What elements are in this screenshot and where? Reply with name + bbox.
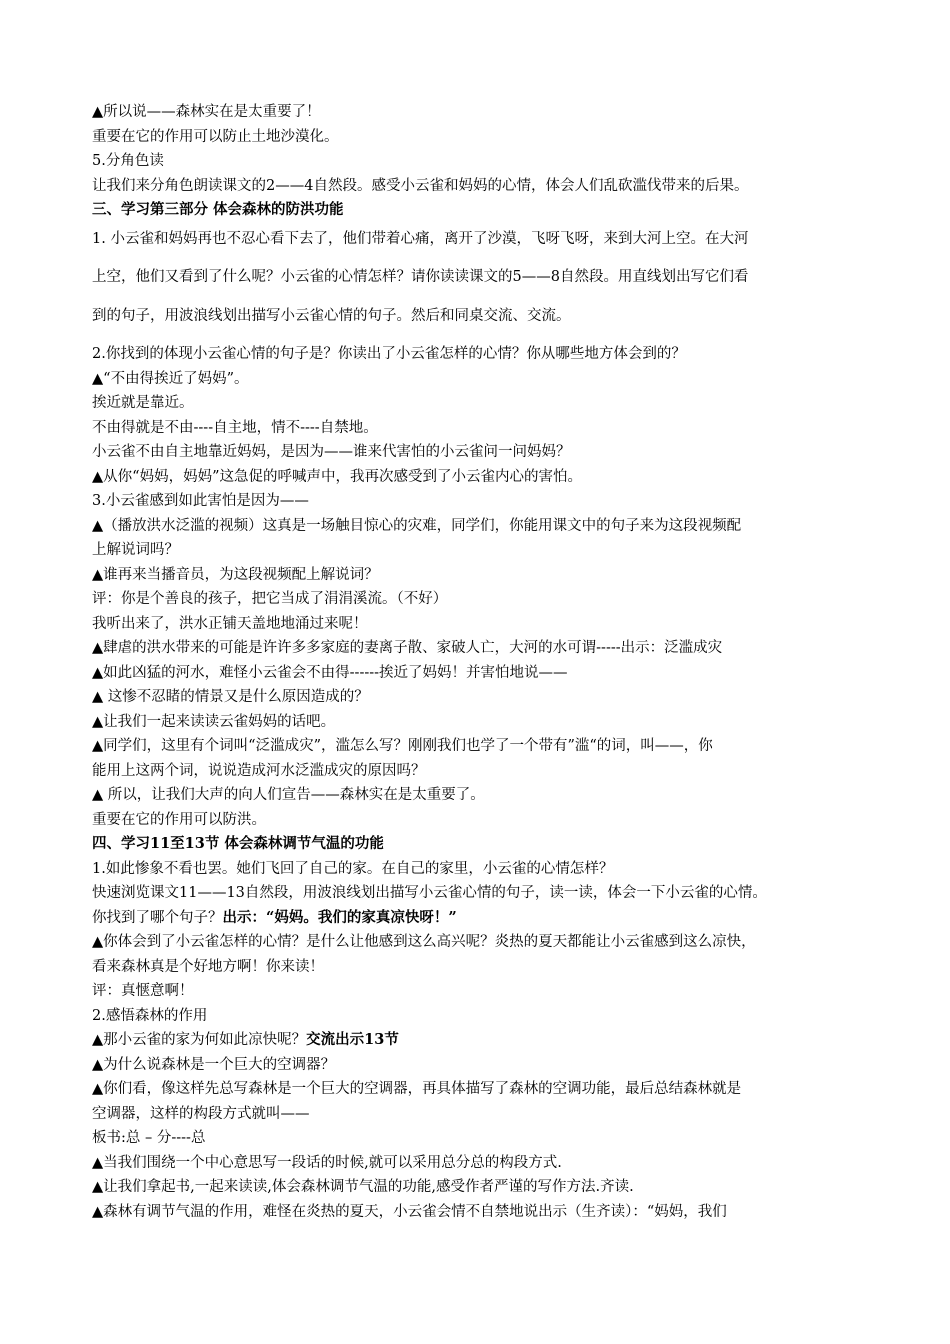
text-line: 小云雀不由自主地靠近妈妈，是因为——谁来代害怕的小云雀问一问妈妈？: [92, 444, 571, 460]
text-line: ▲如此凶猛的河水，难怪小云雀会不由得------挨近了妈妈！并害怕地说——: [92, 664, 568, 681]
text-line: 1. 小云雀和妈妈再也不忍心看下去了，他们带着心痛，离开了沙漠，飞呀飞呀，来到大河上空。在大河: [92, 230, 749, 247]
text-span: ▲那小云雀的家为何如此凉快呢？: [92, 1032, 307, 1048]
section-heading: 四、学习11至13节 体会森林调节气温的功能: [92, 835, 384, 852]
text-line: 空调器，这样的构段方式就叫——: [92, 1105, 310, 1122]
text-line-with-bold: [92, 906, 882, 931]
text-line: ▲你们看，像这样先总写森林是一个巨大的空调器，再具体描写了森林的空调功能，最后总结森林就是: [92, 1081, 742, 1097]
text-span: 你找到了哪个句子？: [92, 909, 223, 926]
document-page: [92, 100, 882, 1224]
text-line: 1.如此惨象不看也罢。她们飞回了自己的家。在自己的家里，小云雀的心情怎样？: [92, 860, 614, 877]
text-line: ▲“不由得挨近了妈妈”。: [92, 370, 249, 387]
text-line: 上空，他们又看到了什么呢？小云雀的心情怎样？请你读读课文的5——8自然段。用直线划出写它们看: [92, 269, 749, 285]
text-line: ▲当我们围绕一个中心意思写一段话的时候,就可以采用总分总的构段方式.: [92, 1154, 562, 1171]
text-line: 板书:总 – 分----总: [92, 1130, 206, 1146]
text-line: 我听出来了，洪水正铺天盖地地涌过来呢！: [92, 615, 368, 632]
text-line-with-bold: [92, 1028, 882, 1053]
text-line: 到的句子，用波浪线划出描写小云雀心情的句子。然后和同桌交流、交流。: [92, 307, 571, 324]
section-heading: 三、学习第三部分 体会森林的防洪功能: [92, 201, 344, 218]
text-line: ▲谁再来当播音员，为这段视频配上解说词？: [92, 566, 379, 583]
text-line: 快速浏览课文11——13自然段，用波浪线划出描写小云雀心情的句子，读一读，体会一下小云雀的心情。: [92, 885, 767, 901]
text-line: 重要在它的作用可以防洪。: [92, 811, 266, 828]
text-line: 2.你找到的体现小云雀心情的句子是？你读出了小云雀怎样的心情？你从哪些地方体会到的？: [92, 346, 686, 362]
bold-label: 交流出示13节: [306, 1031, 399, 1048]
text-line: 重要在它的作用可以防止土地沙漠化。: [92, 128, 339, 145]
text-line: 评：你是个善良的孩子，把它当成了涓涓溪流。（不好）: [92, 591, 448, 607]
text-line: ▲从你“妈妈，妈妈”这急促的呼喊声中，我再次感受到了小云雀内心的害怕。: [92, 468, 582, 485]
text-line: 能用上这两个词，说说造成河水泛滥成灾的原因吗？: [92, 762, 426, 779]
text-line: 2.感悟森林的作用: [92, 1007, 208, 1024]
text-line: ▲为什么说森林是一个巨大的空调器？: [92, 1056, 336, 1073]
text-line: ▲让我们一起来读读云雀妈妈的话吧。: [92, 713, 336, 730]
text-line: ▲肆虐的洪水带来的可能是许许多多家庭的妻离子散、家破人亡，大河的水可谓-----出示：泛滥成灾: [92, 640, 723, 656]
text-line: ▲ 所以，让我们大声的向人们宣告——森林实在是太重要了。: [92, 787, 485, 803]
text-line: ▲你体会到了小云雀怎样的心情？是什么让他感到这么高兴呢？炎热的夏天都能让小云雀感到这么凉快，: [92, 934, 756, 950]
text-line: ▲同学们，这里有个词叫“泛滥成灾”，滥怎么写？刚刚我们也学了一个带有”滥“的词，叫——，你: [92, 738, 713, 754]
text-line: ▲（播放洪水泛滥的视频）这真是一场触目惊心的灾难，同学们，你能用课文中的句子来为这段视频配: [92, 517, 742, 534]
text-line: ▲所以说——森林实在是太重要了！: [92, 104, 321, 120]
text-line: 上解说词吗？: [92, 542, 179, 558]
text-line: 挨近就是靠近。: [92, 395, 194, 411]
text-line: 不由得就是不由----自主地，情不----自禁地。: [92, 419, 378, 436]
text-line: 看来森林真是个好地方啊！你来读！: [92, 958, 324, 975]
text-line: ▲让我们拿起书,一起来读读,体会森林调节气温的功能,感受作者严谨的写作方法.齐读.: [92, 1179, 634, 1195]
text-line: ▲森林有调节气温的作用，难怪在炎热的夏天，小云雀会情不自禁地说出示（生齐读）：“妈妈，我们: [92, 1203, 727, 1220]
text-line: ▲ 这惨不忍睹的情景又是什么原因造成的？: [92, 689, 369, 705]
text-line: 评：真惬意啊！: [92, 983, 194, 999]
text-line: 让我们来分角色朗读课文的2——4自然段。感受小云雀和妈妈的心情，体会人们乱砍滥伐带来的后果。: [92, 177, 749, 194]
text-line: 5.分角色读: [92, 153, 164, 169]
text-line: 3.小云雀感到如此害怕是因为——: [92, 493, 309, 509]
quote-highlight: 出示：“妈妈。我们的家真凉快呀！”: [222, 908, 457, 926]
